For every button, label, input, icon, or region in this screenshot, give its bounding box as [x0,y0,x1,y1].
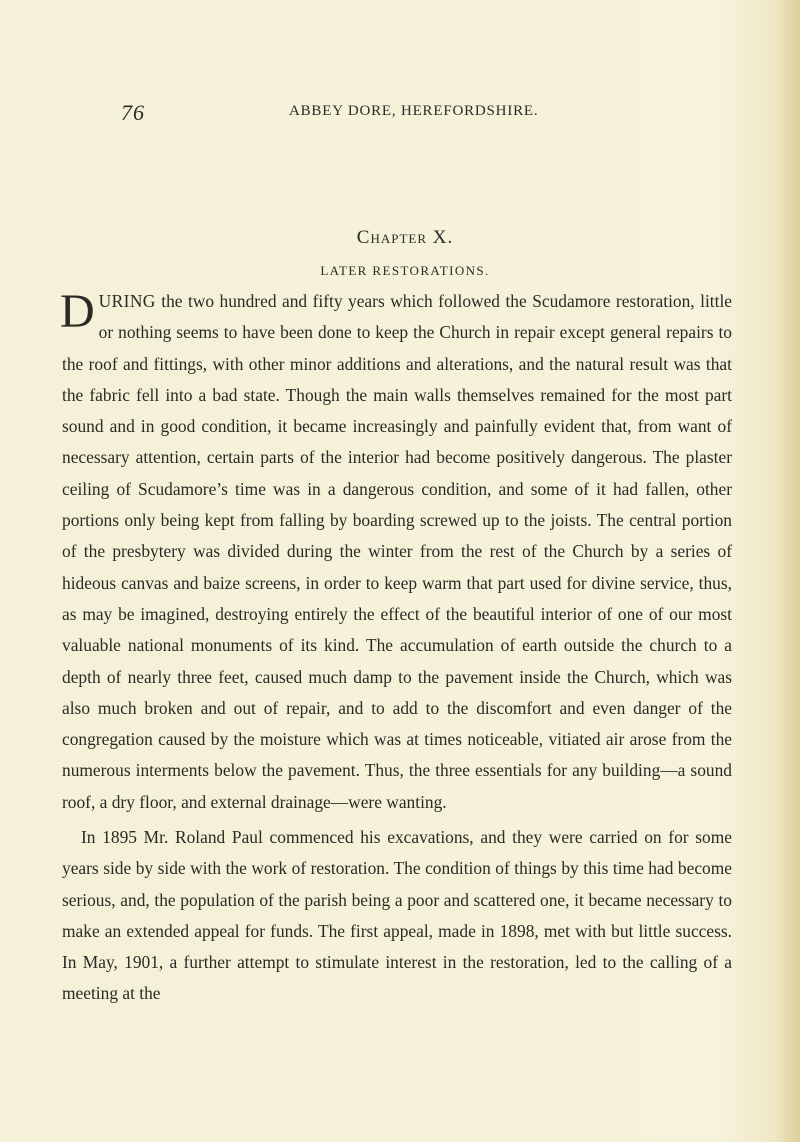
paragraph-2: In 1895 Mr. Roland Paul commenced his excavations, and they were carried on for some years side by side with the work of restoration. The condition of things by this time had become serious, and, the population of the parish being a poor and scattered one, it became necessary to make an extended appeal for funds. The first appeal, made in 1898, met with but little success. In May, 1901, a further attempt to stimulate interest in the restoration, led to the calling of a meeting at the [62,827,732,1004]
drop-cap: D [60,285,95,338]
chapter-heading: Chapter X. [356,227,454,248]
paragraph-1 [62,286,732,818]
page-edge-shadow [774,0,800,1142]
page-number: 76 [121,100,145,125]
running-head [121,100,681,126]
running-title: ABBEY DORE, HEREFORDSHIRE. [289,103,539,119]
chapter-subtitle: LATER RESTORATIONS. [320,263,490,278]
first-word-rest: URING [98,291,156,311]
paragraph-1-text: the two hundred and fifty years which followed the Scudamore restoration, little or nothing seems to have been done to keep the Church in repair except general repairs to the roof and fittings, with other minor additions and alterations, and the natural result was that the fabric fell into a bad state. Though the main walls themselves remained for the most part sound and in good condition, it became increasingly and painfully evident that, from want of necessary attention, certain parts of the interior had become positively dangerous. The plaster ceiling of Scudamore’s time was in a dangerous condition, and some of it had fallen, other portions only being kept from falling by boarding screwed up to the joists. The central portion of the presbytery was divided during the winter from the rest of the Church by a series of hideous canvas and baize screens, in order to keep warm that part used for divine service, thus, as may be imagined, destroying entirely the effect of the beautiful interior of one of our most valuable national monuments of its kind. The accumulation of earth outside the church to a depth of nearly three feet, caused much damp to the pavement inside the Church, which was also much broken and out of repair, and to add to the discomfort and even danger of the congregation caused by the moisture which was at times noticeable, vitiated air arose from the numerous interments below the pavement. Thus, the three essentials for any building—a sound roof, a dry floor, and external drainage—were wanting. [62,291,732,812]
